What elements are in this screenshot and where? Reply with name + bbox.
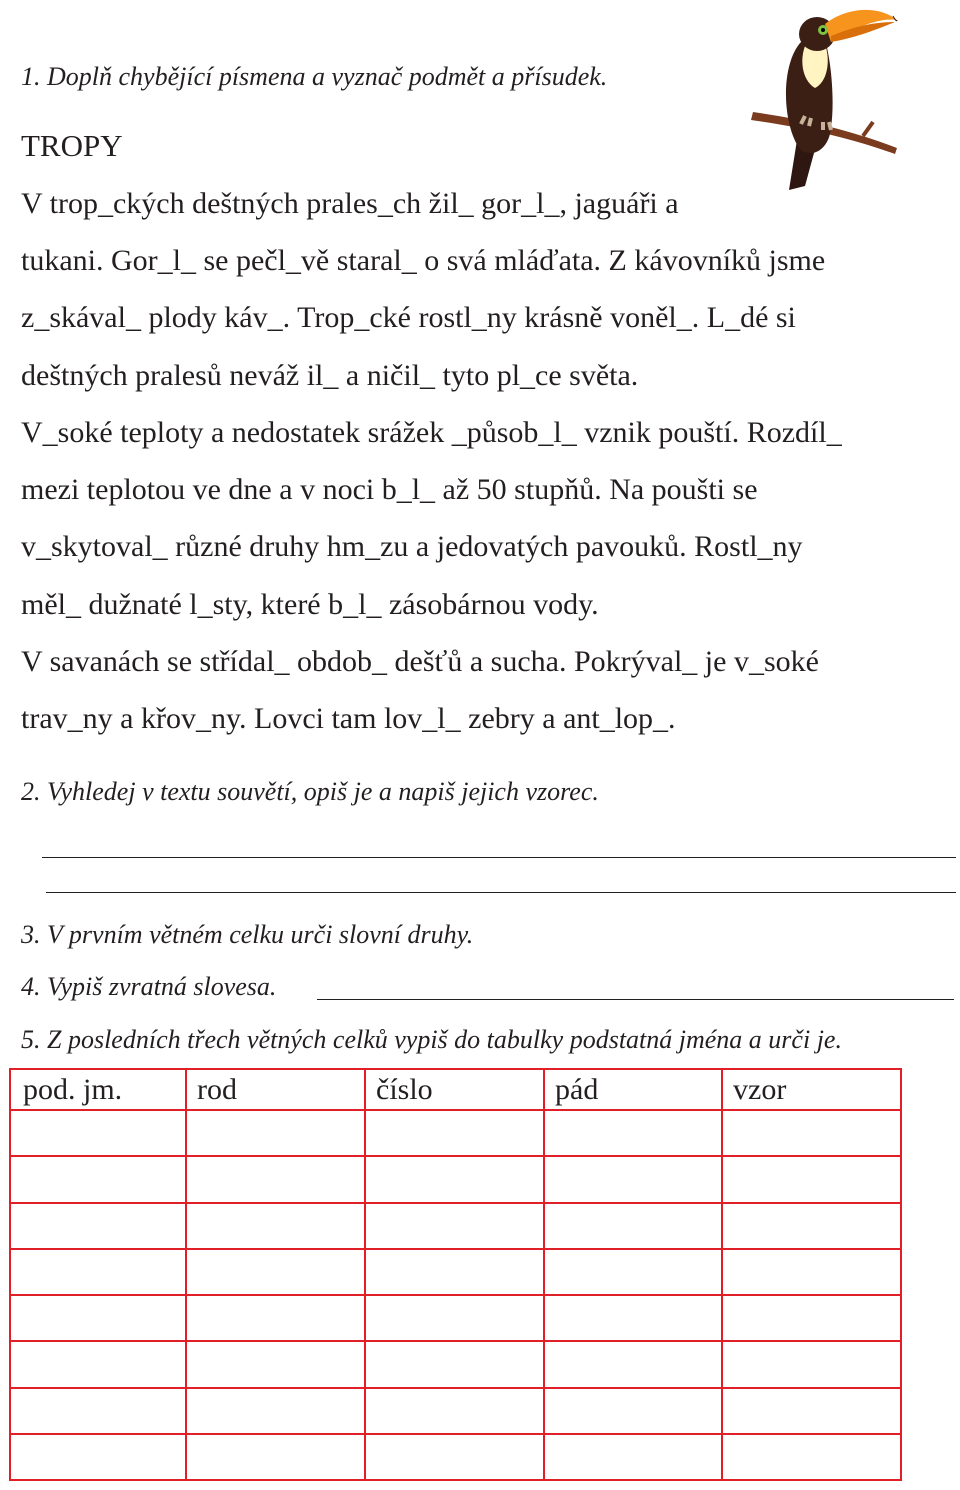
table-cell[interactable] [545,1435,723,1481]
table-cell[interactable] [187,1204,366,1250]
task-4-instruction: 4. Vypiš zvratná slovesa. [21,972,277,1001]
table-cell[interactable] [9,1250,187,1296]
table-cell[interactable] [366,1204,545,1250]
text-line: tukani. Gor_l_ se pečl_vě staral_ o svá mláďata. Z kávovníků jsme [21,244,826,277]
text-line: z_skával_ plody káv_. Trop_cké rostl_ny krásně voněl_. L_dé si [21,301,796,334]
table-cell[interactable] [366,1250,545,1296]
text-line: deštných pralesů neváž il_ a ničil_ tyto pl_ce světa. [21,359,639,392]
table-cell[interactable] [723,1435,902,1481]
noun-table [9,1068,902,1481]
task-3-instruction: 3. V prvním větném celku urči slovní druhy. [21,920,474,949]
table-header-cell: pod. jm. [9,1068,187,1111]
table-cell[interactable] [723,1250,902,1296]
table-cell[interactable] [723,1389,902,1435]
text-line: V savanách se střídal_ obdob_ dešťů a sucha. Pokrýval_ je v_soké [21,645,819,678]
text-line: V trop_ckých deštných prales_ch žil_ gor_l_, jaguáři a [21,187,679,220]
table-cell[interactable] [366,1111,545,1157]
table-cell[interactable] [545,1389,723,1435]
table-cell[interactable] [545,1111,723,1157]
text-line: měl_ dužnaté l_sty, které b_l_ zásobárnou vody. [21,588,599,621]
table-header-cell: rod [187,1068,366,1111]
table-cell[interactable] [9,1157,187,1203]
table-cell[interactable] [187,1389,366,1435]
table-cell[interactable] [723,1342,902,1388]
table-cell[interactable] [366,1296,545,1342]
toucan-icon [745,0,905,195]
table-cell[interactable] [9,1111,187,1157]
table-cell[interactable] [9,1435,187,1481]
table-cell[interactable] [545,1296,723,1342]
table-cell[interactable] [187,1157,366,1203]
table-cell[interactable] [545,1250,723,1296]
table-header-cell: pád [545,1068,723,1111]
table-cell[interactable] [187,1342,366,1388]
answer-line[interactable] [46,892,956,893]
task-5-instruction: 5. Z posledních třech větných celků vypiš do tabulky podstatná jména a urči je. [21,1025,842,1054]
table-cell[interactable] [723,1296,902,1342]
table-cell[interactable] [9,1389,187,1435]
table-cell[interactable] [366,1157,545,1203]
table-cell[interactable] [723,1157,902,1203]
text-line: v_skytoval_ různé druhy hm_zu a jedovatých pavouků. Rostl_ny [21,530,803,563]
answer-line[interactable] [42,857,956,858]
text-line: V_soké teploty a nedostatek srážek _působ_l_ vznik pouští. Rozdíl_ [21,416,842,449]
table-header-cell: číslo [366,1068,545,1111]
table-cell[interactable] [9,1342,187,1388]
table-cell[interactable] [545,1342,723,1388]
table-cell[interactable] [545,1204,723,1250]
text-line: mezi teplotou ve dne a v noci b_l_ až 50 stupňů. Na poušti se [21,473,758,506]
table-cell[interactable] [723,1111,902,1157]
table-cell[interactable] [187,1435,366,1481]
table-cell[interactable] [366,1342,545,1388]
table-cell[interactable] [187,1296,366,1342]
text-heading: TROPY [21,128,123,163]
text-line: trav_ny a křov_ny. Lovci tam lov_l_ zebry a ant_lop_. [21,702,676,735]
table-cell[interactable] [187,1111,366,1157]
table-header-cell: vzor [723,1068,902,1111]
table-cell[interactable] [9,1296,187,1342]
task-1-instruction: 1. Doplň chybějící písmena a vyznač podmět a přísudek. [21,62,608,91]
table-cell[interactable] [187,1250,366,1296]
task-2-instruction: 2. Vyhledej v textu souvětí, opiš je a napiš jejich vzorec. [21,777,599,806]
table-cell[interactable] [366,1389,545,1435]
table-cell[interactable] [723,1204,902,1250]
table-cell[interactable] [9,1204,187,1250]
table-cell[interactable] [366,1435,545,1481]
answer-line[interactable] [317,999,954,1000]
table-cell[interactable] [545,1157,723,1203]
